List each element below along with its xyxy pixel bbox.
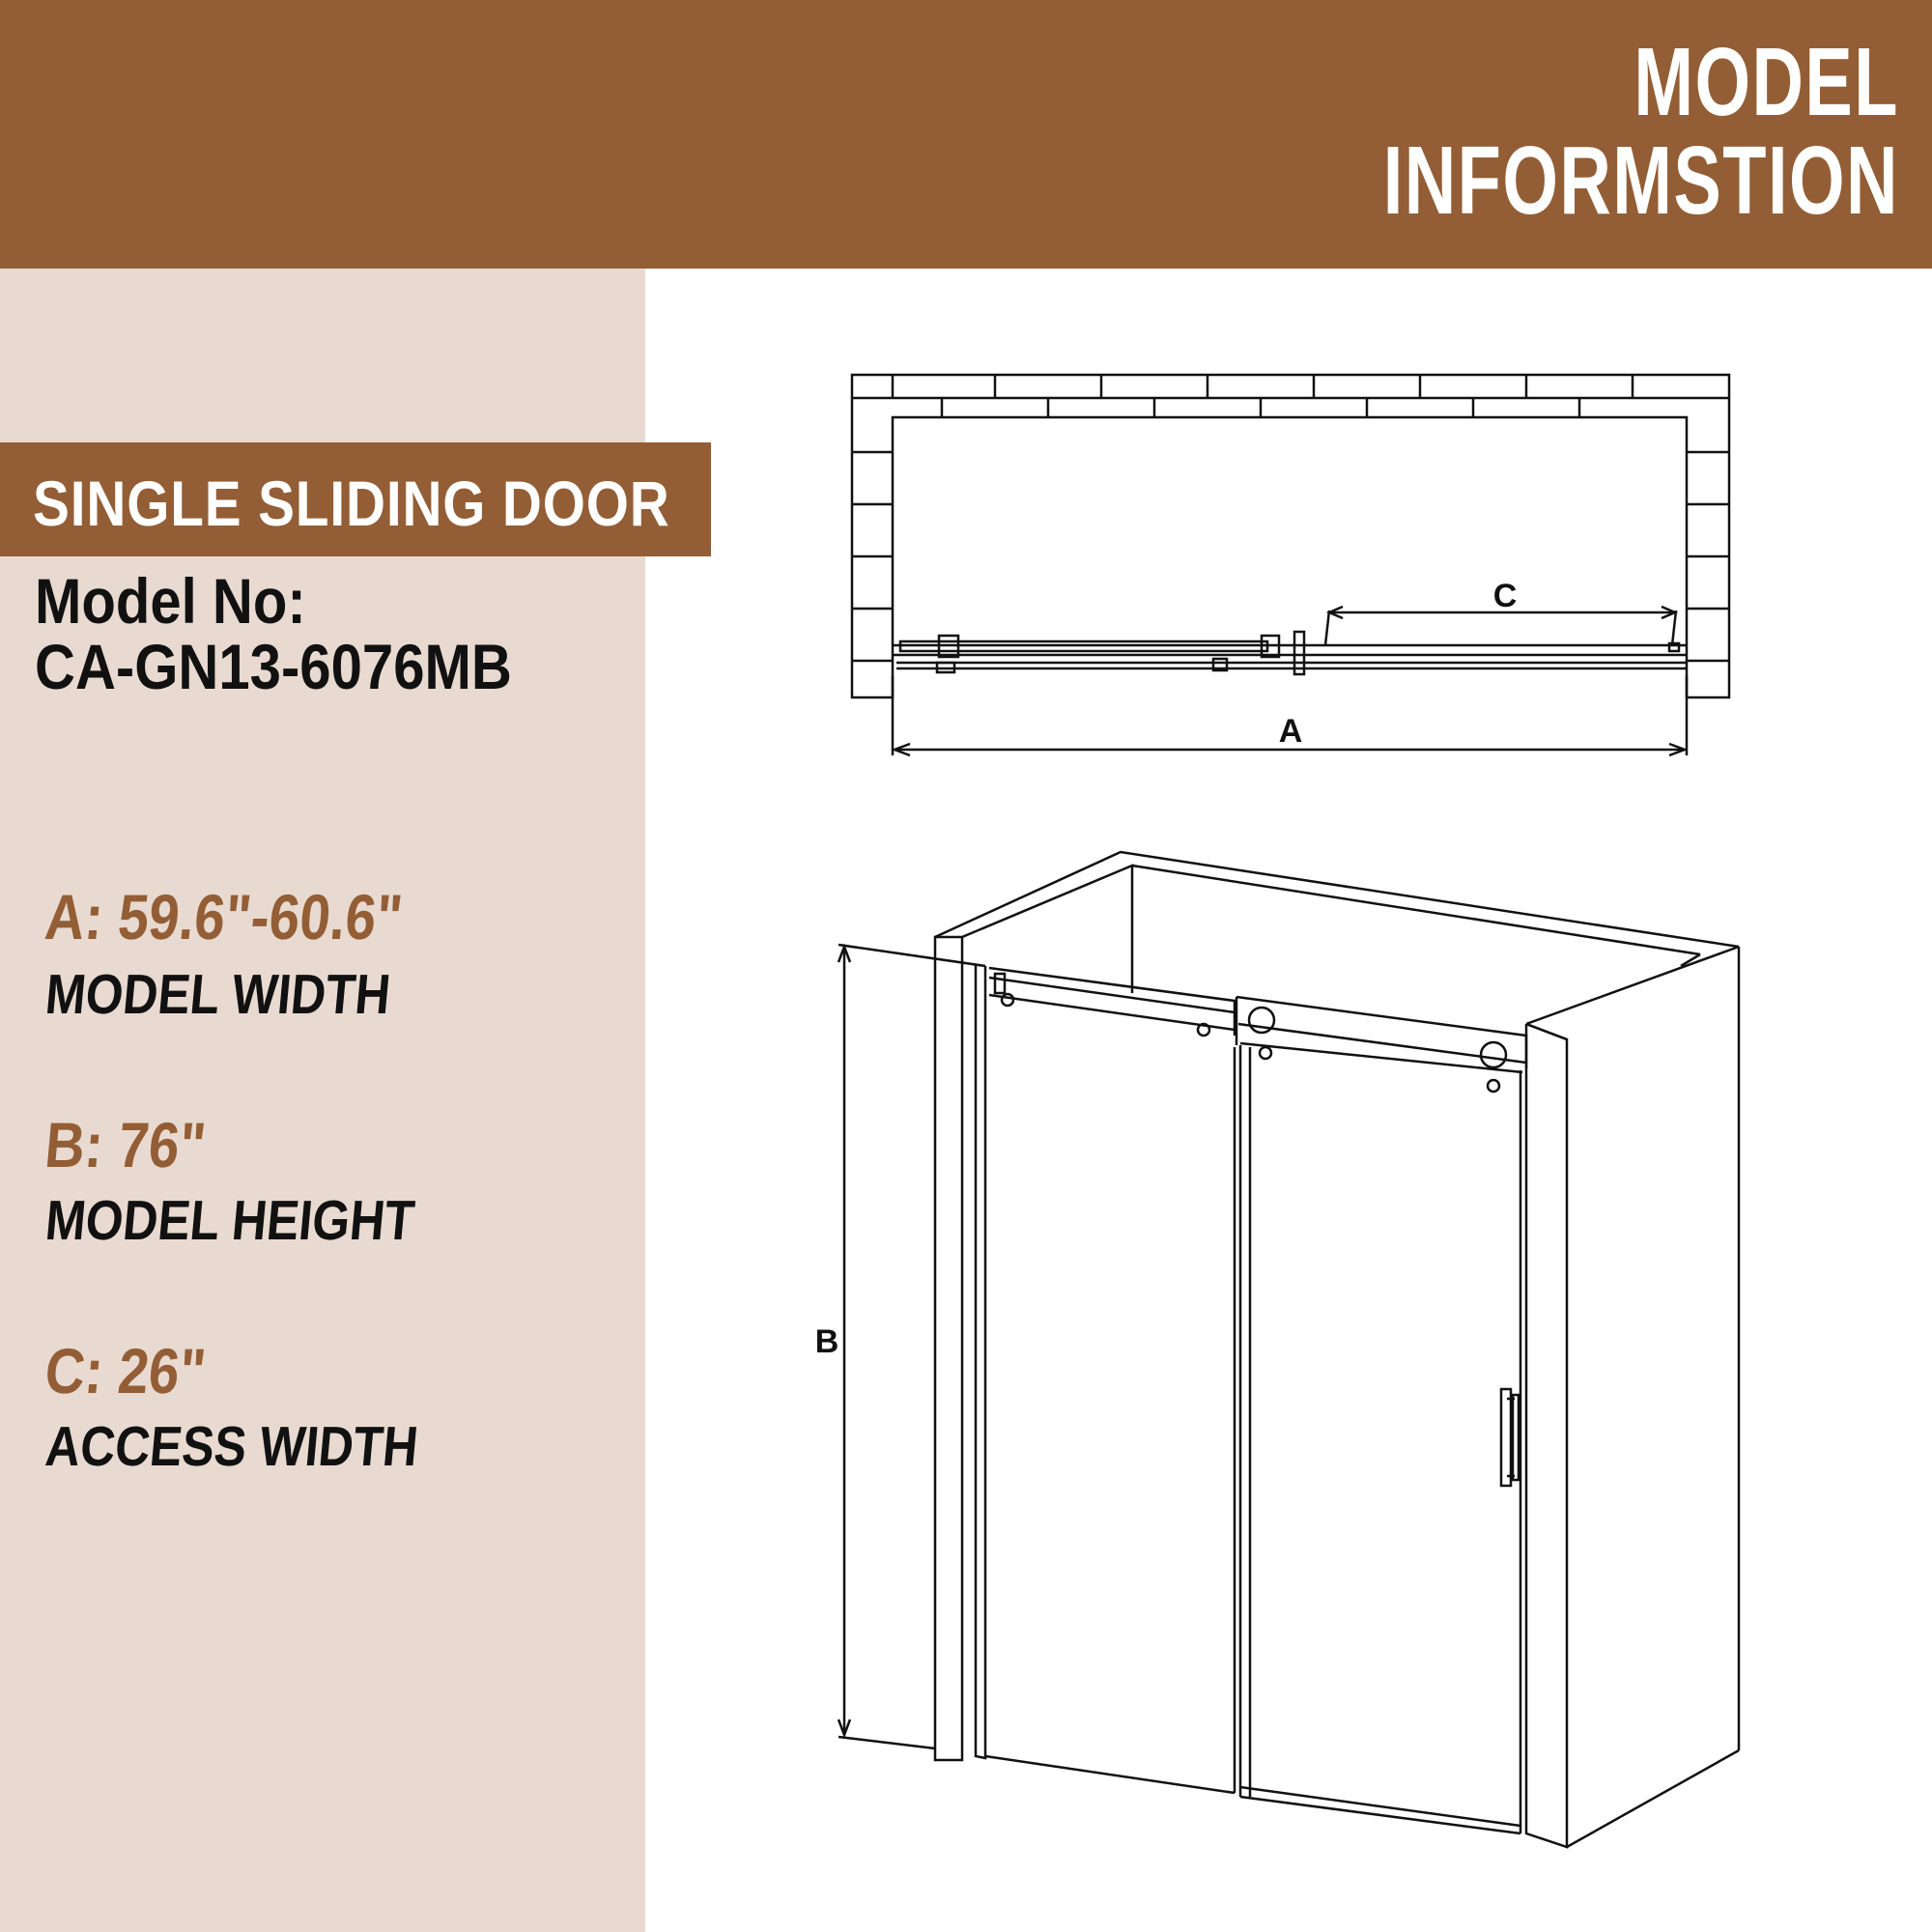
model-number-label: Model No: [35,565,306,637]
page-title-line-2: INFORMSTION [1382,127,1899,235]
spec-b-value: B: 76" [42,1109,210,1180]
page-title-line-1: MODEL [1634,28,1899,136]
top-view-diagram [852,375,1729,755]
front-view-diagram [838,852,1739,1847]
dimension-b-label: B [814,1323,839,1360]
dimension-c-label: C [1492,578,1518,614]
spec-a-description: MODEL WIDTH [43,963,393,1026]
spec-c-description: ACCESS WIDTH [43,1415,421,1478]
model-number-value: CA-GN13-6076MB [35,631,512,702]
spec-a-value: A: 59.6"-60.6" [42,881,406,952]
dimension-a-label: A [1278,713,1303,750]
spec-b-description: MODEL HEIGHT [43,1189,417,1252]
product-type-label: SINGLE SLIDING DOOR [33,468,670,539]
spec-c-value: C: 26" [42,1335,210,1406]
